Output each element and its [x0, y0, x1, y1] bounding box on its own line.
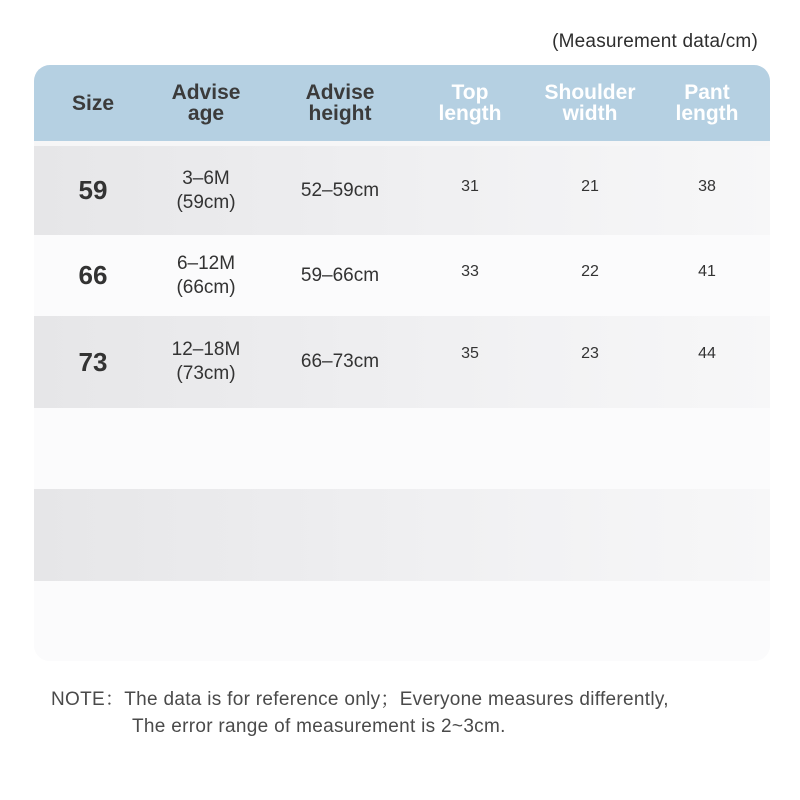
header-shoulder-width: Shoulder width [544, 81, 636, 125]
table-row [34, 235, 770, 316]
table-row [34, 316, 770, 408]
header-advise-height: Advise height [305, 81, 375, 125]
top-length-cell: 31 [461, 178, 479, 195]
note-line-2: The error range of measurement is 2~3cm. [132, 716, 506, 737]
advise-height-cell: 59–66cm [300, 264, 380, 286]
empty-table-row [34, 408, 770, 489]
shoulder-width-cell: 22 [581, 263, 599, 280]
table-header [34, 65, 770, 141]
pant-length-cell: 38 [698, 178, 716, 195]
top-length-cell: 33 [461, 263, 479, 280]
size-cell: 59 [78, 175, 108, 205]
pant-length-cell: 41 [698, 263, 716, 280]
header-size: Size [71, 91, 115, 115]
table-row [34, 146, 770, 235]
empty-table-row [34, 489, 770, 581]
size-cell: 66 [78, 260, 108, 290]
shoulder-width-cell: 21 [581, 178, 599, 195]
advise-height-cell: 52–59cm [300, 179, 380, 201]
advise-age-cell: 3–6M (59cm) [176, 167, 236, 213]
header-pant-length: Pant length [675, 81, 739, 125]
note-line-1: NOTE：The data is for reference only；Everyone measures differently, [51, 689, 669, 710]
size-table [34, 65, 770, 661]
measurement-note [51, 686, 669, 740]
top-length-cell: 35 [461, 345, 479, 362]
header-advise-age: Advise age [171, 81, 241, 125]
size-cell: 73 [78, 346, 108, 377]
empty-table-row [34, 581, 770, 661]
header-top-length: Top length [438, 81, 502, 125]
shoulder-width-cell: 23 [581, 345, 599, 362]
advise-age-cell: 12–18M (73cm) [171, 339, 241, 384]
advise-age-cell: 6–12M (66cm) [176, 252, 236, 298]
unit-note: (Measurement data/cm) [552, 31, 758, 52]
advise-height-cell: 66–73cm [300, 351, 380, 372]
pant-length-cell: 44 [698, 345, 716, 362]
